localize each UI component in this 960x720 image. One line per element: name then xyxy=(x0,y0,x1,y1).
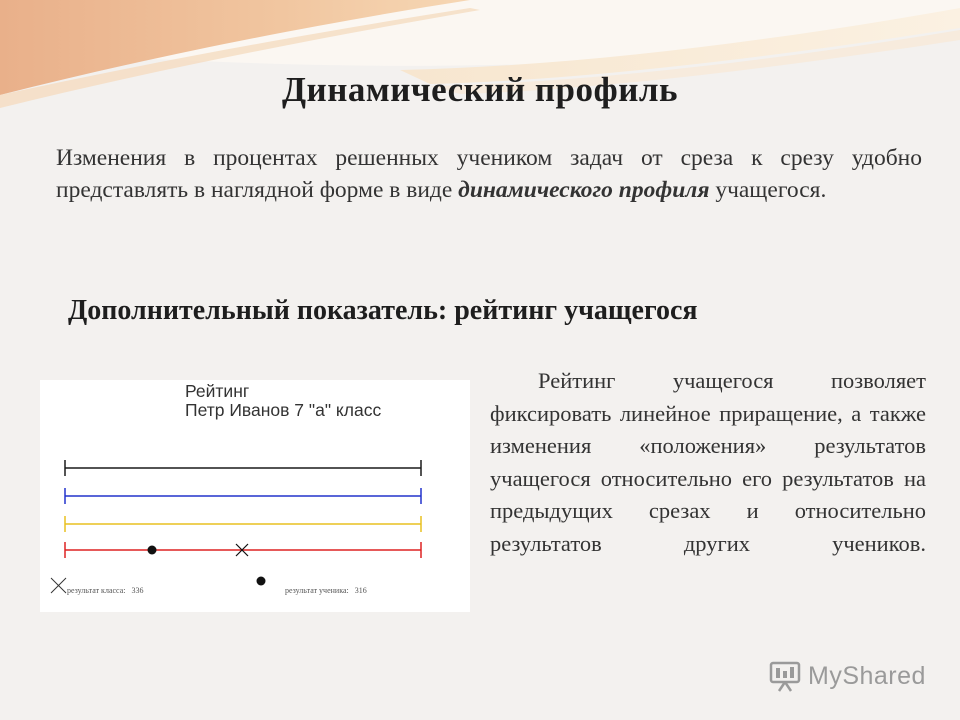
student-result-marker xyxy=(148,546,157,555)
intro-emphasis: динамического профиля xyxy=(458,177,710,203)
slide-title: Динамический профиль xyxy=(281,70,679,109)
rating-diagram xyxy=(40,380,470,612)
legend-student-value: 316 xyxy=(354,586,367,595)
rating-line-red xyxy=(65,542,421,558)
rating-line-black xyxy=(65,460,421,476)
legend-student-label: результат ученика: xyxy=(285,586,349,595)
legend-student xyxy=(285,586,367,595)
intro-paragraph xyxy=(56,142,922,206)
diagram-title-line1: Рейтинг xyxy=(185,381,250,401)
intro-text-end: учащегося. xyxy=(709,177,827,203)
section-subtitle: Дополнительный показатель: рейтинг учащегося xyxy=(68,295,698,326)
rating-line-yellow xyxy=(65,516,421,532)
legend-class-label: результат класса: xyxy=(67,586,126,595)
watermark xyxy=(768,656,926,696)
rating-description xyxy=(490,365,926,560)
watermark-text: MyShared xyxy=(808,661,926,690)
legend-student-symbol xyxy=(257,577,266,586)
legend-class xyxy=(67,586,143,595)
intro-text-start: Изменения в процентах решенных учеником задач от среза к срезу удобно представлять в наглядной форме в виде xyxy=(56,145,922,203)
rating-line-blue xyxy=(65,488,421,504)
presentation-icon xyxy=(768,659,802,693)
legend-class-value: 336 xyxy=(131,586,144,595)
diagram-title-line2: Петр Иванов 7 "а" класс xyxy=(185,400,382,420)
rating-description-text: Рейтинг учащегося позволяет фиксировать линейное приращение, а также изменения «положения» результатов учащегося относительно его результатов на предыдущих срезах и относительно результатов других учеников. xyxy=(490,368,926,556)
diagram-title xyxy=(185,382,381,420)
legend-class-symbol xyxy=(51,578,66,593)
